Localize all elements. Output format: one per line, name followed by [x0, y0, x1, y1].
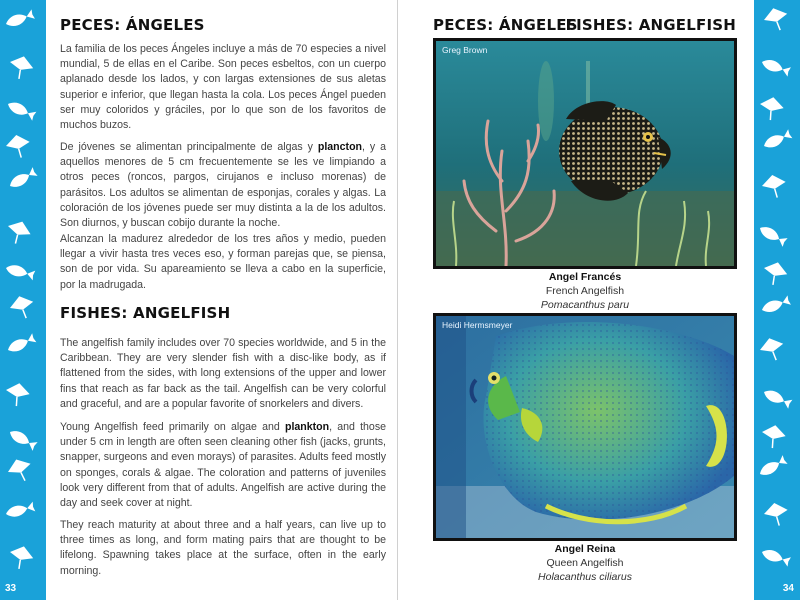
page-number-left: 33: [5, 583, 17, 594]
paragraph-en-3: They reach maturity at about three and a half years, can live up to three times as long, and form mating pairs that are thought to be lifelong. Spawning takes place at the surface, often in the early morning.: [60, 519, 386, 577]
paragraph-es-2: [60, 140, 386, 231]
paragraph-en-2-b: , and those under 5 cm in length are often seen cleaning other fish (jacks, grunts, snapper, surgeons and even morays) of parasites. Adults feed mostly on sponges, corals & algae. The coloration and patterns of juveniles look very different from that of adults. Angelfish are active during the day and seek cover at night.: [60, 421, 387, 510]
photo-queen-angelfish: [433, 313, 737, 541]
queen-angelfish-image: [436, 316, 734, 538]
heading-en: FISHES: ANGELFISH: [60, 304, 231, 322]
right-decorative-strip: [754, 0, 800, 600]
caption-1-name-es: Angel Francés: [548, 271, 622, 283]
caption-french-angelfish: [433, 270, 737, 312]
heading-en-right: FISHES: ANGELFISH: [565, 16, 736, 34]
caption-queen-angelfish: [433, 542, 737, 584]
photo-french-angelfish: [433, 38, 737, 269]
photo-credit-2: Heidi Hermsmeyer: [442, 320, 513, 330]
paragraph-en-2-bold: plankton: [284, 421, 330, 433]
paragraph-es-2-b: , y a aquellos menores de 5 cm frecuentemente se les ve limpiando a otros peces (roncos, pargos, cirujanos e incluso morenas) de parásitos. Los adultos se alimentan de esponjas, corales y algas. La coloración de los jóvenes puede ser muy distinta a la de los adultos. Son diurnos, y buscan cobijo durante la noche.: [60, 141, 386, 230]
paragraph-en-2: [60, 420, 386, 511]
left-page: [46, 0, 398, 600]
photo-credit-1: Greg Brown: [442, 45, 488, 55]
french-angelfish-image: [436, 41, 734, 266]
heading-es-right: PECES: ÁNGELES: [433, 16, 578, 34]
left-decorative-strip: [0, 0, 46, 600]
caption-2-name-es: Angel Reina: [554, 543, 616, 555]
fish-pattern-right: [754, 0, 800, 600]
right-page: [399, 0, 754, 600]
caption-2-name-sci: Holacanthus ciliarus: [538, 571, 632, 583]
page-number-right: 34: [782, 583, 794, 594]
heading-es: PECES: ÁNGELES: [60, 16, 205, 34]
paragraph-es-3: Alcanzan la madurez alrededor de los tres años y medio, pueden llegar a vivir hasta tres veces eso, y forman parejas que, se piensa, son de por vida. Su apareamiento se lleva a cabo en la superficie, por la madrugada.: [60, 233, 386, 291]
fish-pattern-left: [0, 0, 46, 600]
paragraph-es-2-bold: plancton: [317, 141, 363, 153]
caption-2-name-en: Queen Angelfish: [546, 557, 624, 569]
caption-1-name-sci: Pomacanthus paru: [540, 299, 630, 311]
paragraph-es-2-a: De jóvenes se alimentan principalmente de algas y: [60, 141, 318, 153]
caption-1-name-en: French Angelfish: [545, 285, 625, 297]
paragraph-en-1: The angelfish family includes over 70 species worldwide, and 5 in the Caribbean. They are very slender fish with a disc-like body, as if flattened from the sides, with long extensions of the upper and lower fins that reach as far back as the tail. Angelfish can be very colorful and graceful, and are a popular favorite of snorkelers and divers.: [60, 337, 386, 410]
paragraph-en-2-a: Young Angelfish feed primarily on algae and: [60, 421, 285, 433]
paragraph-es-1: La familia de los peces Ángeles incluye a más de 70 especies a nivel mundial, 5 de ellas en el Caribe. Son peces esbeltos, con un cuerpo aplanado desde los lados, y con largas extensiones de sus aletas superior e inferior, que llegan hasta la cola. Los peces Ángel pueden ser muy coloridos y gráciles, por lo que son de los favoritos de muchos buzos.: [60, 43, 386, 132]
